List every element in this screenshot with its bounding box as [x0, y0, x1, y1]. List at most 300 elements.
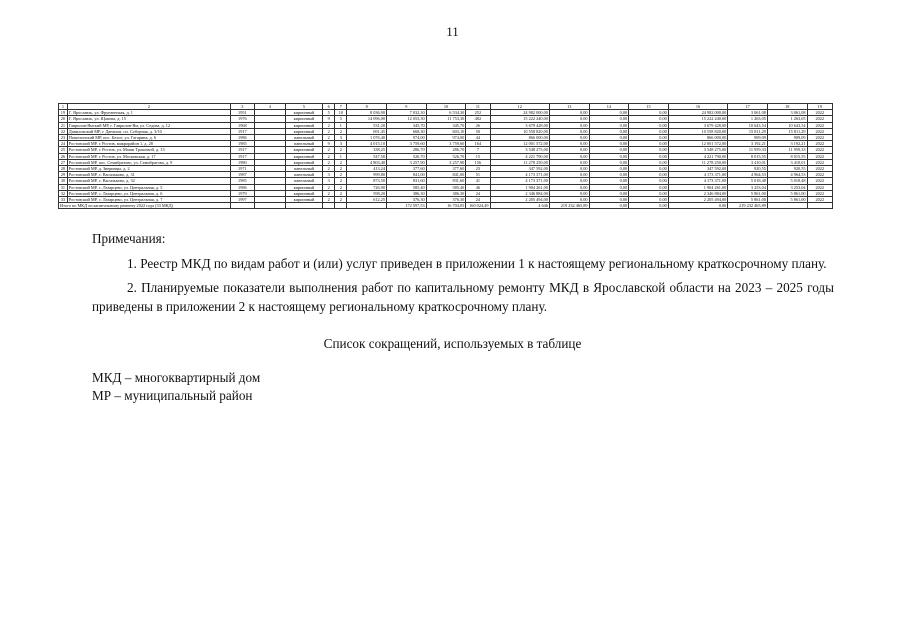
table-cell: 4 173 371,00 [668, 172, 727, 178]
table-cell: 1986 [230, 184, 254, 190]
table-cell: 691,45 [347, 128, 387, 134]
address-cell: Ростовский МР, с. Лазарцево, ул. Центральная, д. 7 [67, 197, 230, 203]
table-cell: 0,00 [549, 178, 589, 184]
table-cell: 831,60 [426, 178, 466, 184]
table-cell: 11 959,33 [767, 147, 807, 153]
table-cell: 0,00 [589, 178, 629, 184]
total-cell [285, 203, 322, 209]
table-cell: 1985 [230, 178, 254, 184]
table-cell: кирпичный [285, 128, 322, 134]
table-cell: 0,00 [589, 135, 629, 141]
table-cell: 2 [323, 153, 335, 159]
table-cell: 15 811,29 [728, 128, 768, 134]
table-cell: 1 [335, 122, 347, 128]
table-cell: 831,60 [387, 178, 427, 184]
table-cell: 1997 [230, 197, 254, 203]
table-cell: 2 [335, 159, 347, 165]
header-cell: 16 [668, 104, 727, 110]
table-cell: 3 759,60 [426, 141, 466, 147]
table-cell: 8 015,55 [728, 153, 768, 159]
table-cell: кирпичный [285, 159, 322, 165]
total-cell: 172 597,53 [387, 203, 427, 209]
table-cell: 4 803,40 [347, 159, 387, 165]
table-cell: 0,00 [549, 147, 589, 153]
total-cell: 219 232 465,89 [549, 203, 589, 209]
table-cell: 1917 [230, 147, 254, 153]
table-cell: 1 904 261,00 [668, 184, 727, 190]
table-cell: 2 [323, 159, 335, 165]
table-cell: 0,00 [549, 141, 589, 147]
header-cell: 1 [59, 104, 68, 110]
table-cell: 974,00 [387, 135, 427, 141]
table-cell: 377,60 [387, 166, 427, 172]
total-cell [807, 203, 832, 209]
table-cell: кирпичный [285, 116, 322, 122]
total-cell [323, 203, 335, 209]
table-cell: 286,70 [426, 147, 466, 153]
table-cell: 386,30 [387, 190, 427, 196]
header-cell: 12 [490, 104, 549, 110]
table-cell: 9 [323, 141, 335, 147]
table-cell: 920,55 [728, 166, 768, 172]
address-cell: Ростовский МР, д. Зверинцы, д. 2 [67, 166, 230, 172]
table-cell: 6 534,30 [426, 110, 466, 116]
table-cell: 3 253,04 [728, 184, 768, 190]
notes-section [92, 230, 834, 316]
table-cell: 612,25 [347, 197, 387, 203]
table-cell: 1917 [230, 128, 254, 134]
table-cell: 3 679 428,00 [668, 122, 727, 128]
table-cell: 0,00 [589, 190, 629, 196]
table-cell: 4 964,53 [767, 172, 807, 178]
abbreviations-title: Список сокращений, используемых в таблице [323, 336, 582, 351]
table-cell: 526,70 [426, 153, 466, 159]
table-cell: 0,00 [589, 122, 629, 128]
table-cell: 338,25 [347, 147, 387, 153]
table-cell: 3 548 275,00 [490, 147, 549, 153]
table-cell: 15 222 240,00 [668, 116, 727, 122]
table-cell: 1917 [230, 153, 254, 159]
table-cell: 2022 [807, 184, 832, 190]
table-cell: 2022 [807, 141, 832, 147]
table-cell: 3 [323, 172, 335, 178]
table-cell: 1971 [230, 166, 254, 172]
table-cell: 29 [59, 172, 68, 178]
table-cell: 8 036,90 [347, 110, 387, 116]
header-cell: 14 [589, 104, 629, 110]
table-cell: 20 [59, 116, 68, 122]
table-cell: 0,00 [549, 166, 589, 172]
address-cell: Г. Ярославль, ул. Фрунзенская, д. 1 [67, 110, 230, 116]
table-cell: 376,30 [387, 197, 427, 203]
table-cell: 2 [335, 190, 347, 196]
table-cell: 2 [323, 166, 335, 172]
table-cell: 15 811,29 [767, 128, 807, 134]
address-cell: Ростовский МР, г. Ростов, ул. Маши Трошевой, д. 13 [67, 147, 230, 153]
table-cell: 12 001 572,00 [668, 141, 727, 147]
table-cell: 726,90 [347, 184, 387, 190]
table-cell: 11 959,33 [728, 147, 768, 153]
table-cell: 0,00 [629, 184, 669, 190]
table-cell: 2022 [807, 197, 832, 203]
table-cell: 2022 [807, 190, 832, 196]
table-cell: 2 [335, 166, 347, 172]
total-cell [335, 203, 347, 209]
table-cell: 0,00 [589, 128, 629, 134]
total-cell [230, 203, 254, 209]
registry-table [58, 103, 833, 209]
table-cell: 377,60 [426, 166, 466, 172]
table-cell: 26 [59, 153, 68, 159]
table-cell: 347 592,00 [668, 166, 727, 172]
table-cell: 866 000,00 [668, 135, 727, 141]
table-cell: панельный [285, 166, 322, 172]
table-cell: 10 643,54 [728, 122, 768, 128]
table-cell: 8 015,55 [767, 153, 807, 159]
table-cell: 3 257,90 [426, 159, 466, 165]
table-cell: 1 076,40 [347, 135, 387, 141]
table-cell: 24 [466, 197, 490, 203]
table-cell: 974,00 [426, 135, 466, 141]
table-cell: кирпичный [285, 184, 322, 190]
total-cell: 4 646 [490, 203, 549, 209]
header-cell: 4 [254, 104, 285, 110]
table-cell: 345,70 [387, 122, 427, 128]
table-cell: 3 759,60 [387, 141, 427, 147]
header-cell: 6 [323, 104, 335, 110]
table-cell: 376,30 [426, 197, 466, 203]
table-cell: 2 [335, 184, 347, 190]
table-cell: 909,09 [728, 135, 768, 141]
table-cell: 0,00 [549, 197, 589, 203]
abbreviations-list [92, 369, 260, 405]
table-cell: 33 [59, 197, 68, 203]
table-cell: 0,00 [549, 190, 589, 196]
table-cell: 2 [323, 147, 335, 153]
table-cell: 5 861,00 [728, 197, 768, 203]
total-cell [254, 203, 285, 209]
abbreviation-item-mkd: МКД – многоквартирный дом [92, 370, 261, 385]
table-cell: 24 982 000,00 [668, 110, 727, 116]
note-2: 2. Планируемые показатели выполнения работ по капитальному ремонту МКД в Ярославской области на 2023 – 2025 годы приведены в приложении 2 к настоящему региональному краткосрочному плану. [92, 280, 834, 314]
table-cell: 1 904 261,00 [490, 184, 549, 190]
table-cell: 3 061,08 [728, 110, 768, 116]
table-cell: 46 [466, 184, 490, 190]
table-cell: 44 [466, 135, 490, 141]
table-cell: 19 [59, 110, 68, 116]
table-cell: 5 861,00 [767, 190, 807, 196]
table-cell: 2 [335, 172, 347, 178]
table-cell: 22 [59, 128, 68, 134]
table-cell: 0,00 [629, 159, 669, 165]
header-cell: 19 [807, 104, 832, 110]
table-cell: 3 253,04 [767, 184, 807, 190]
table-cell: 11 278 250,00 [668, 159, 727, 165]
table-cell: 0,00 [629, 166, 669, 172]
table-cell: 3 548 275,00 [668, 147, 727, 153]
table-cell: 25 [59, 147, 68, 153]
table-cell: 920,55 [767, 166, 807, 172]
table-cell: 598,20 [347, 190, 387, 196]
table-cell: 2022 [807, 135, 832, 141]
table-cell: 28 [59, 166, 68, 172]
table-cell: 50 [466, 128, 490, 134]
table-cell: 4 221 790,00 [668, 153, 727, 159]
table-cell: 51 [466, 172, 490, 178]
table-cell: кирпичный [285, 110, 322, 116]
table-cell: 347 592,00 [490, 166, 549, 172]
table-cell: 10 558 820,00 [668, 128, 727, 134]
table-cell: 909,09 [767, 135, 807, 141]
total-cell: 219 232 465,89 [728, 203, 768, 209]
table-cell: 3 [335, 135, 347, 141]
table-cell: 23 [466, 166, 490, 172]
total-cell: 0,00 [589, 203, 629, 209]
table-cell: 10 558 820,00 [490, 128, 549, 134]
table-cell: 5 861,00 [728, 190, 768, 196]
table-cell: 2022 [807, 147, 832, 153]
table-cell: 1976 [230, 116, 254, 122]
table-cell: 10 643,54 [767, 122, 807, 128]
table-cell: 2 [323, 197, 335, 203]
table-cell: 5 861,00 [767, 197, 807, 203]
header-cell: 11 [466, 104, 490, 110]
address-cell: Ростовский МР, г. Ростов, микрорайон 1, д. 28 [67, 141, 230, 147]
table-cell: 0,00 [589, 116, 629, 122]
table-cell: 0,00 [589, 153, 629, 159]
table-cell: 0,00 [549, 172, 589, 178]
table-cell: кирпичный [285, 190, 322, 196]
table-cell: 482 [466, 116, 490, 122]
table-cell: 1985 [230, 141, 254, 147]
table-cell: 1951 [230, 110, 254, 116]
table-cell: панельный [285, 141, 322, 147]
table-cell: 2 [323, 184, 335, 190]
note-1: 1. Реестр МКД по видам работ и (или) услуг приведен в приложении 1 к настоящему региональному краткосрочному плану. [127, 255, 827, 271]
table-cell: 0,00 [629, 128, 669, 134]
table-cell: 2 [335, 147, 347, 153]
table-cell: 0,00 [589, 141, 629, 147]
table-cell: 30 [59, 178, 68, 184]
table-cell: 2022 [807, 116, 832, 122]
table-cell: 668,30 [387, 128, 427, 134]
table-cell: 0,00 [589, 166, 629, 172]
table-cell: 585,40 [426, 184, 466, 190]
address-cell: Пошехонский МР, пос. Белое, ул. Гагарина, д. 6 [67, 135, 230, 141]
registry-table-wrapper [58, 103, 833, 209]
table-cell: 345,70 [426, 122, 466, 128]
table-cell: 0,00 [629, 116, 669, 122]
table-cell: 5 018,48 [767, 178, 807, 184]
table-cell: 11 753,30 [426, 116, 466, 122]
header-cell: 9 [387, 104, 427, 110]
address-cell: Гаврилов-Ямский МР, г. Гаврилов-Ям, ул. Седова, д. 12 [67, 122, 230, 128]
table-cell: 2 [335, 197, 347, 203]
table-cell: 0,00 [629, 153, 669, 159]
table-cell: 1968 [230, 122, 254, 128]
table-cell: 2022 [807, 110, 832, 116]
notes-title: Примечания: [92, 231, 166, 246]
table-cell: 2022 [807, 153, 832, 159]
table-cell: 1979 [230, 190, 254, 196]
header-cell: 7 [335, 104, 347, 110]
table-cell: 873,50 [347, 178, 387, 184]
table-cell: 1986 [230, 135, 254, 141]
table-cell: 12 001 572,00 [490, 141, 549, 147]
total-cell [347, 203, 387, 209]
table-cell: 999,80 [347, 172, 387, 178]
table-cell: 3 679 428,00 [490, 122, 549, 128]
table-cell: 585,40 [387, 184, 427, 190]
table-cell: кирпичный [285, 197, 322, 203]
table-cell: 841,00 [387, 172, 427, 178]
table-cell: 3 257,90 [387, 159, 427, 165]
table-cell: 14 096,00 [347, 116, 387, 122]
table-cell: панельный [285, 172, 322, 178]
table-cell: 0,00 [629, 147, 669, 153]
table-cell: 0,00 [629, 172, 669, 178]
table-cell: 7 [466, 147, 490, 153]
table-cell: 4 221 790,00 [490, 153, 549, 159]
table-cell: 0,00 [629, 110, 669, 116]
table-cell: 0,00 [549, 135, 589, 141]
address-cell: Г. Ярославль, ул. Щапова, д. 15 [67, 116, 230, 122]
table-cell: 5 [335, 116, 347, 122]
table-cell: 10 [335, 110, 347, 116]
table-cell: 5 018,48 [728, 178, 768, 184]
table-cell: 841,00 [426, 172, 466, 178]
table-cell: 286,70 [387, 147, 427, 153]
address-cell: Ростовский МР, пос. Семибратово, ул. Семибратова, д. 9 [67, 159, 230, 165]
table-cell: 31 [59, 184, 68, 190]
table-cell: панельный [285, 178, 322, 184]
header-cell: 13 [549, 104, 589, 110]
table-cell: 1 263,05 [728, 116, 768, 122]
table-cell: 4 015,10 [347, 141, 387, 147]
table-cell: 0,00 [549, 153, 589, 159]
table-cell: 24 982 000,00 [490, 110, 549, 116]
table-cell: кирпичный [285, 147, 322, 153]
address-cell: Ростовский МР, с. Васильково, д. 32 [67, 178, 230, 184]
table-cell: 2 346 884,00 [490, 190, 549, 196]
table-cell: 1 263,05 [767, 116, 807, 122]
table-cell: 156 [466, 159, 490, 165]
table-total-row [59, 203, 833, 209]
table-cell: 0,00 [549, 110, 589, 116]
header-cell: 15 [629, 104, 669, 110]
table-cell: 0,00 [629, 197, 669, 203]
total-cell: 0,00 [629, 203, 669, 209]
address-cell: Ростовский МР, с. Васильково, д. 31 [67, 172, 230, 178]
table-cell: 0,00 [629, 122, 669, 128]
table-cell: 413,24 [347, 166, 387, 172]
table-cell: 24 [466, 190, 490, 196]
table-cell: 0,00 [549, 122, 589, 128]
table-cell: 15 [466, 153, 490, 159]
table-cell: панельный [285, 135, 322, 141]
table-cell: 15 222 240,00 [490, 116, 549, 122]
table-cell: 531,20 [347, 122, 387, 128]
table-cell: 0,00 [629, 141, 669, 147]
header-cell: 10 [426, 104, 466, 110]
table-cell: 3 192,21 [728, 141, 768, 147]
table-cell: 2022 [807, 166, 832, 172]
total-cell: 160 024,49 [466, 203, 490, 209]
table-cell: 3 [323, 178, 335, 184]
table-cell: 4 964,53 [728, 172, 768, 178]
table-cell: 2022 [807, 128, 832, 134]
table-cell: 0,00 [629, 178, 669, 184]
table-cell: 2 [323, 128, 335, 134]
header-cell: 17 [728, 104, 768, 110]
table-cell: 2022 [807, 172, 832, 178]
table-cell: 2022 [807, 178, 832, 184]
table-cell: 3 061,08 [767, 110, 807, 116]
table-cell: 386,30 [426, 190, 466, 196]
table-cell: 1980 [230, 159, 254, 165]
table-cell: 21 [59, 122, 68, 128]
header-cell: 8 [347, 104, 387, 110]
table-cell: 2 205 494,00 [668, 197, 727, 203]
table-cell: 2022 [807, 122, 832, 128]
address-cell: Ростовский МР, с. Лазарцево, ул. Центральная, д. 5 [67, 184, 230, 190]
table-cell: 0,00 [549, 128, 589, 134]
table-cell: 0,00 [589, 147, 629, 153]
table-cell: 1 [335, 153, 347, 159]
table-cell: 32 [59, 190, 68, 196]
table-cell: 12 053,30 [387, 116, 427, 122]
table-cell: 2 [335, 128, 347, 134]
table-cell: 41 [466, 178, 490, 184]
header-cell: 3 [230, 104, 254, 110]
table-cell: 0,00 [589, 184, 629, 190]
table-cell: 24 [59, 141, 68, 147]
table-cell: 7 032,30 [387, 110, 427, 116]
table-cell: 5 [323, 110, 335, 116]
table-cell: 0,00 [549, 159, 589, 165]
page-number: 11 [446, 24, 459, 39]
table-cell: 27 [59, 159, 68, 165]
table-cell: 164 [466, 141, 490, 147]
table-cell: 3 410,01 [767, 159, 807, 165]
total-cell: 0,00 [668, 203, 727, 209]
table-cell: 4 173 371,00 [490, 172, 549, 178]
table-cell: кирпичный [285, 153, 322, 159]
table-cell: 2022 [807, 159, 832, 165]
table-cell: 0,00 [629, 190, 669, 196]
table-cell: 866 000,00 [490, 135, 549, 141]
table-cell: 2 346 884,00 [668, 190, 727, 196]
total-cell [767, 203, 807, 209]
table-cell: 0,00 [589, 197, 629, 203]
table-cell: 2 [323, 135, 335, 141]
address-cell: Даниловский МР, г. Данилов, пл. Соборная, д. 3/10 [67, 128, 230, 134]
address-cell: Ростовский МР, с. Лазарцево, ул. Центральная, д. 6 [67, 190, 230, 196]
table-cell: 3 [335, 141, 347, 147]
table-cell: 3 192,21 [767, 141, 807, 147]
table-cell: 0,00 [589, 159, 629, 165]
table-cell: 526,70 [387, 153, 427, 159]
table-cell: 603,10 [426, 128, 466, 134]
table-cell: 2 [323, 122, 335, 128]
abbreviation-item-mr: МР – муниципальный район [92, 388, 253, 403]
table-cell: 1987 [230, 172, 254, 178]
table-cell: 23 [59, 135, 68, 141]
table-cell: 11 278 250,00 [490, 159, 549, 165]
table-cell: 252 [466, 110, 490, 116]
table-cell: 26 [466, 122, 490, 128]
table-cell: 0,00 [549, 184, 589, 190]
